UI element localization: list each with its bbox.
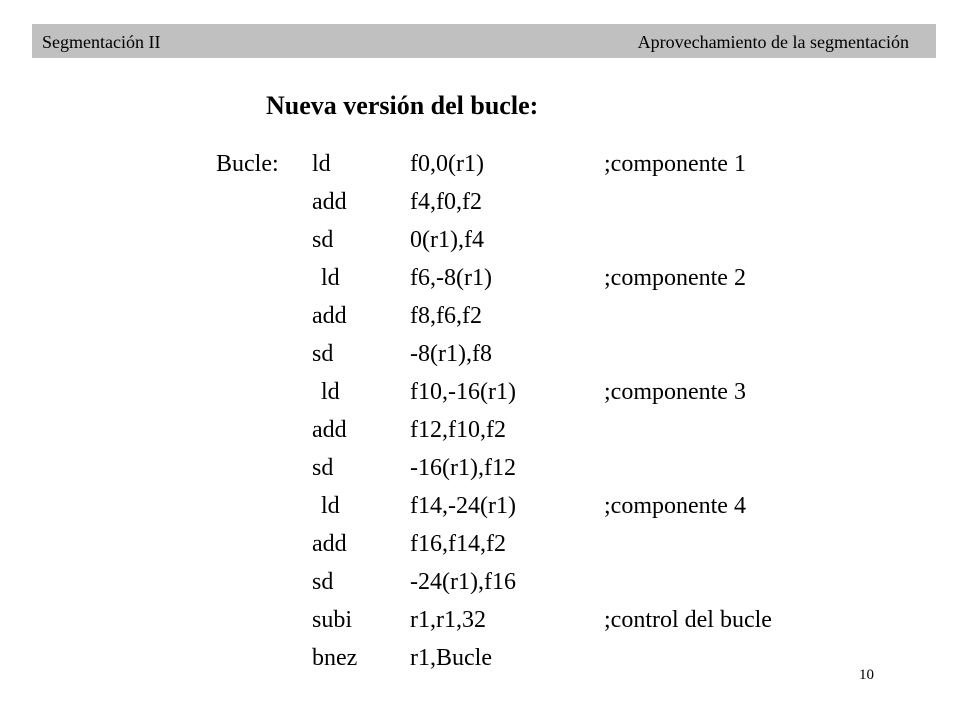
code-line <box>0 639 960 677</box>
code-line <box>0 411 960 449</box>
code-opcode: ld <box>321 265 340 291</box>
code-line <box>0 221 960 259</box>
code-comment: ;componente 3 <box>604 379 746 405</box>
code-opcode: bnez <box>312 645 358 671</box>
code-opcode: sd <box>312 341 334 367</box>
code-operands: f16,f14,f2 <box>410 531 506 557</box>
code-line <box>0 563 960 601</box>
header-bar <box>32 24 936 58</box>
code-operands: r1,Bucle <box>410 645 492 671</box>
code-comment: ;componente 4 <box>604 493 746 519</box>
code-operands: -24(r1),f16 <box>410 569 516 595</box>
code-opcode: sd <box>312 569 334 595</box>
code-opcode: add <box>312 189 347 215</box>
code-operands: f14,-24(r1) <box>410 493 516 519</box>
code-line <box>0 449 960 487</box>
code-opcode: sd <box>312 455 334 481</box>
header-section-title: Segmentación II <box>42 32 161 52</box>
code-opcode: subi <box>312 607 353 633</box>
code-opcode: ld <box>321 493 340 519</box>
code-line <box>0 297 960 335</box>
code-operands: -16(r1),f12 <box>410 455 516 481</box>
code-operands: r1,r1,32 <box>410 607 486 633</box>
code-opcode: ld <box>321 379 340 405</box>
code-operands: -8(r1),f8 <box>410 341 492 367</box>
code-operands: f6,-8(r1) <box>410 265 492 291</box>
code-opcode: add <box>312 417 347 443</box>
code-line <box>0 601 960 639</box>
code-line <box>0 525 960 563</box>
code-operands: 0(r1),f4 <box>410 227 484 253</box>
code-comment: ;control del bucle <box>604 607 772 633</box>
page-number: 10 <box>859 667 874 683</box>
code-line <box>0 373 960 411</box>
code-opcode: add <box>312 531 347 557</box>
code-operands: f12,f10,f2 <box>410 417 506 443</box>
code-operands: f0,0(r1) <box>410 151 484 177</box>
code-line <box>0 487 960 525</box>
code-line <box>0 335 960 373</box>
code-line <box>0 183 960 221</box>
code-operands: f8,f6,f2 <box>410 303 482 329</box>
code-line <box>0 259 960 297</box>
code-operands: f10,-16(r1) <box>410 379 516 405</box>
code-label: Bucle: <box>216 151 279 177</box>
code-operands: f4,f0,f2 <box>410 189 482 215</box>
header-topic-title: Aprovechamiento de la segmentación <box>637 32 909 52</box>
code-opcode: add <box>312 303 347 329</box>
code-opcode: sd <box>312 227 334 253</box>
code-opcode: ld <box>312 151 331 177</box>
slide-title: Nueva versión del bucle: <box>266 91 539 120</box>
code-line <box>0 145 960 183</box>
code-comment: ;componente 1 <box>604 151 746 177</box>
code-comment: ;componente 2 <box>604 265 746 291</box>
